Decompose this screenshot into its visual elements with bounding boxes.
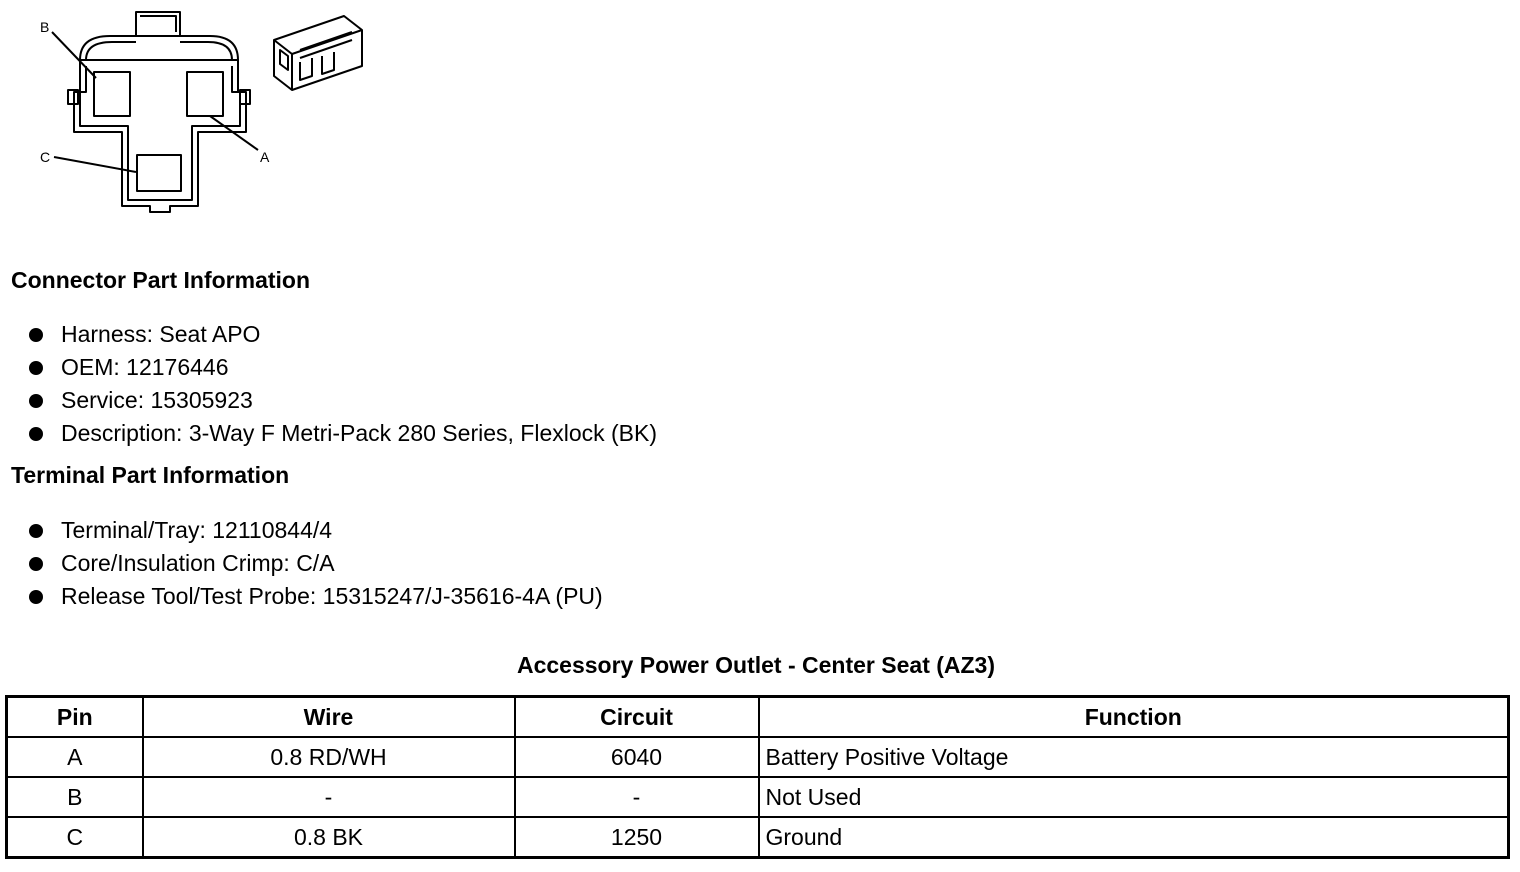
leader-line-b [52,32,96,78]
cell-circuit: 6040 [515,737,759,777]
bullet-icon [29,361,43,375]
cell-function: Not Used [759,777,1509,817]
bullet-icon [29,394,43,408]
terminal-part-info-list [27,514,603,613]
pin-label-c: C [40,149,51,165]
header-wire: Wire [143,697,515,738]
list-item: Core/Insulation Crimp: C/A [27,547,603,580]
cell-wire: 0.8 RD/WH [143,737,515,777]
connector-isometric-view [274,16,362,90]
table-row [7,817,1509,858]
leader-line-c [54,157,136,172]
cavity-c [137,155,181,191]
header-function: Function [759,697,1509,738]
list-item: OEM: 12176446 [27,351,657,384]
bullet-icon [29,328,43,342]
list-item: Harness: Seat APO [27,318,657,351]
cell-circuit: 1250 [515,817,759,858]
pin-table [5,695,1510,859]
connector-face-drawing [0,0,380,225]
connector-diagram [0,0,380,225]
terminal-part-info-title: Terminal Part Information [11,462,290,488]
cell-function: Ground [759,817,1509,858]
list-item: Terminal/Tray: 12110844/4 [27,514,603,547]
bullet-icon [29,557,43,571]
table-row [7,737,1509,777]
header-pin: Pin [7,697,143,738]
list-item: Release Tool/Test Probe: 15315247/J-35616-4A (PU) [27,580,603,613]
connector-arch [80,36,238,60]
table-header-row [7,697,1509,738]
cell-pin: C [7,817,143,858]
cell-function: Battery Positive Voltage [759,737,1509,777]
cavity-b [94,72,130,116]
bullet-icon [29,427,43,441]
list-item: Description: 3-Way F Metri-Pack 280 Series, Flexlock (BK) [27,417,657,450]
pin-label-a: A [260,149,270,165]
table-row [7,777,1509,817]
cavity-a [187,72,223,116]
header-circuit: Circuit [515,697,759,738]
pin-table-title: Accessory Power Outlet - Center Seat (AZ3) [516,652,996,678]
pin-label-b: B [40,19,50,35]
cell-pin: A [7,737,143,777]
connector-part-info-title: Connector Part Information [11,267,311,293]
connector-body [74,60,246,212]
connector-part-info-list [27,318,657,450]
list-item: Service: 15305923 [27,384,657,417]
cell-circuit: - [515,777,759,817]
cell-pin: B [7,777,143,817]
cell-wire: - [143,777,515,817]
bullet-icon [29,524,43,538]
cell-wire: 0.8 BK [143,817,515,858]
bullet-icon [29,590,43,604]
